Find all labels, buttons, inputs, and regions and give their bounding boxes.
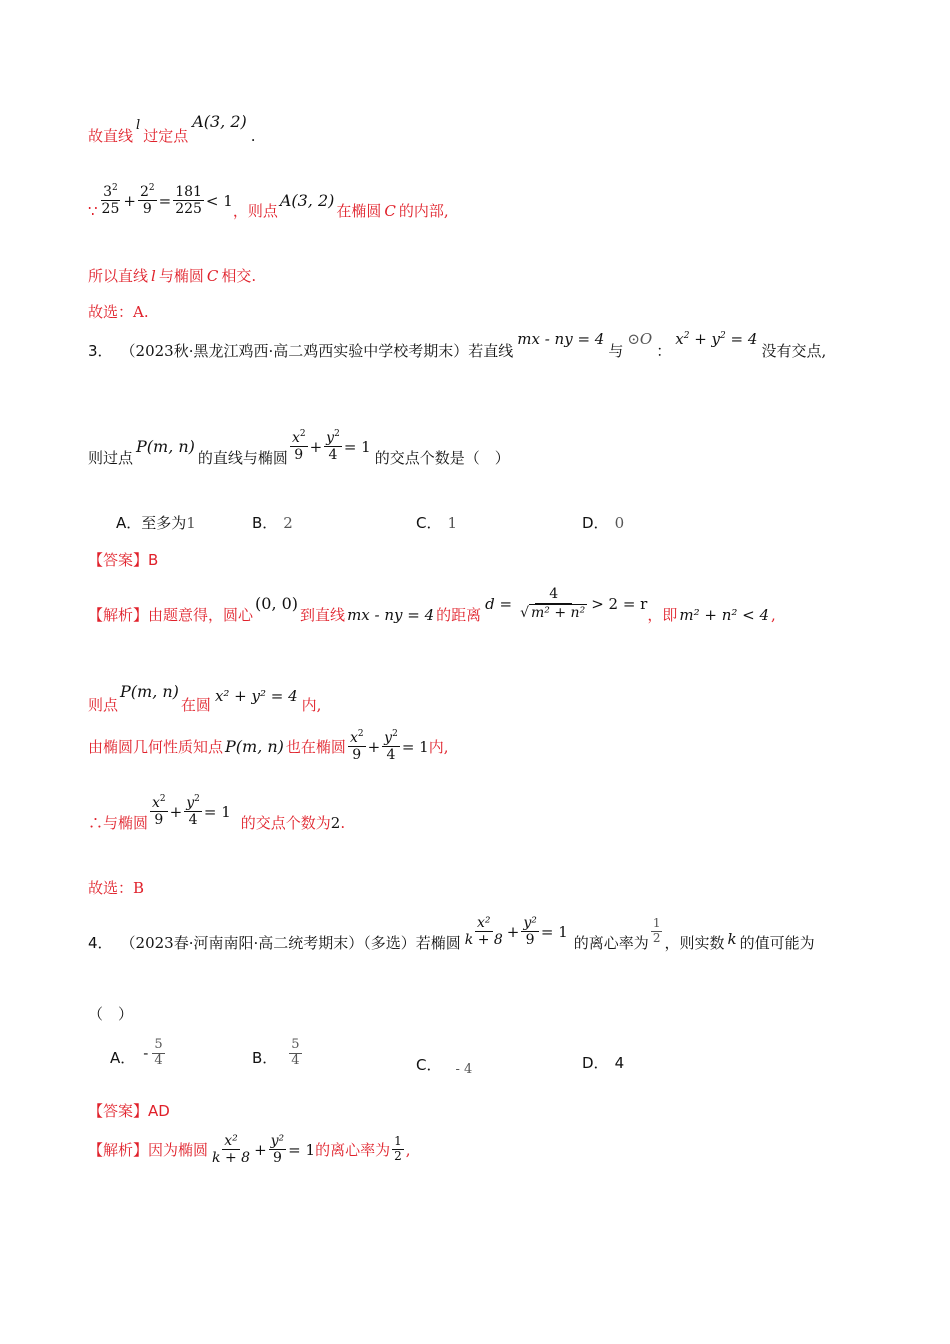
colon: ： — [656, 342, 672, 360]
question-3-line-1 — [88, 329, 827, 361]
option-C[interactable]: C． 1 — [416, 513, 458, 532]
fraction-3sq-25: $\frac{3^2}{25}$ — [101, 182, 120, 217]
period: . — [340, 813, 346, 832]
equals-1: = 1 — [540, 922, 568, 941]
circle-equation: x² + y² = 4 — [214, 686, 298, 705]
plus: + — [367, 737, 381, 756]
because-symbol: ∵ — [88, 201, 98, 220]
period: . — [250, 126, 256, 145]
text: 与椭圆 — [158, 267, 204, 285]
text: 则点 — [88, 696, 119, 714]
text: 所以直线 — [88, 267, 149, 285]
text: 的交点个数是（ ） — [374, 449, 510, 467]
fraction-2sq-9: $\frac{2^2}{9}$ — [139, 182, 155, 217]
fraction-y2-9: $\frac{\text{y²}}{9}$ — [270, 1133, 285, 1167]
solution-line-2 — [88, 180, 449, 221]
fraction-1-2: $\frac{1}{2}$ — [652, 916, 661, 945]
text: 的离心率为 — [573, 934, 649, 952]
text: 的交点个数为 — [240, 814, 331, 832]
text: 故选：A. — [88, 303, 149, 321]
fraction-1-2: $\frac{1}{2}$ — [394, 1134, 402, 1164]
equals-1: = 1 — [288, 1140, 316, 1159]
text: ∴与椭圆 — [88, 814, 149, 832]
point-A: A(3, 2) — [192, 112, 247, 131]
distance-fraction: 4 √ m² + n² — [520, 586, 586, 621]
plus: + — [309, 437, 323, 456]
text: 的离心率为 — [315, 1141, 391, 1160]
choice-line — [88, 301, 149, 322]
text: ，则点 — [232, 202, 278, 220]
text: 相交. — [221, 267, 257, 285]
answer-3: 【答案】B — [88, 551, 159, 569]
text: 则过点 — [88, 449, 134, 467]
question-source: （2023春·河南南阳·高二统考期末）（多选）若椭圆 — [120, 934, 461, 952]
var-l: l — [136, 118, 141, 133]
answer-4: 【答案】AD — [88, 1102, 170, 1120]
var-C: C — [206, 266, 219, 285]
point-P: P(m, n) — [120, 682, 179, 701]
line-equation: mx - ny = 4 — [517, 329, 605, 348]
fraction-181-225: $\frac{181}{225}$ — [175, 183, 202, 217]
fraction-y2-4: $\frac{y^2}{4}$ — [326, 428, 340, 463]
text: ，则实数 — [664, 934, 725, 952]
text: 的内部, — [398, 202, 449, 220]
fraction-x2-9: $\frac{x^2}{9}$ — [152, 793, 166, 828]
count: 2 — [330, 813, 341, 832]
var-k: k — [727, 929, 737, 948]
question-number: 3． — [88, 342, 113, 360]
analysis-tag: 【解析】 — [88, 1141, 149, 1160]
option-A[interactable]: A． 至多为 1 — [116, 513, 196, 532]
line-equation: mx - ny = 4 — [347, 605, 435, 624]
fraction-y2-9: $\frac{\text{y²}}{9}$ — [523, 914, 537, 948]
fraction-x2-9: $\frac{x^2}{9}$ — [291, 428, 306, 463]
option-D[interactable]: D． 0 — [582, 513, 625, 532]
comma: , — [771, 605, 776, 624]
text: 也在椭圆 — [285, 738, 346, 757]
text: 故直线 — [88, 127, 134, 145]
text: 因为椭圆 — [148, 1141, 209, 1160]
option-A[interactable]: A． - $\frac{5}{4}$ — [110, 1037, 163, 1068]
greater-than: > 2 = r — [591, 594, 648, 613]
fraction-y2-4: $\frac{y^2}{4}$ — [384, 729, 398, 764]
inequality: m² + n² < 4 — [679, 605, 770, 624]
point-P: P(m, n) — [225, 737, 284, 757]
point-P: P(m, n) — [136, 437, 195, 456]
plus: + — [169, 802, 183, 821]
text: 在椭圆 — [336, 202, 382, 220]
text: 没有交点, — [761, 342, 827, 360]
plus: + — [123, 191, 136, 210]
text: 内, — [301, 696, 322, 714]
circle-O: ⊙O — [627, 329, 653, 348]
text: 过定点 — [143, 127, 189, 145]
solution-line-3 — [88, 265, 256, 286]
question-source: （2023秋·黑龙江鸡西·高二鸡西实验中学校考期末）若直线 — [120, 342, 514, 360]
analysis-3-line-4 — [88, 790, 345, 833]
option-C[interactable]: C． - 4 — [416, 1056, 473, 1077]
var-C: C — [384, 201, 396, 220]
text: 内, — [428, 738, 449, 757]
plus: + — [506, 922, 520, 941]
fraction-y2-4: $\frac{y^2}{4}$ — [186, 793, 200, 828]
option-B[interactable]: B． 2 — [252, 513, 293, 532]
analysis-3-line-1 — [88, 582, 776, 625]
var-l: l — [151, 266, 156, 285]
question-3-line-2 — [88, 425, 510, 468]
option-D[interactable]: D． 4 — [582, 1053, 625, 1072]
fraction-x2-k8: $\frac{\text{x²}}{k + 8}$ — [212, 1133, 251, 1167]
equals-1: = 1 — [343, 437, 371, 456]
fraction-x2-k8: $\frac{\text{x²}}{k + 8}$ — [464, 914, 503, 948]
choice-line-3: 故选：B — [88, 879, 145, 897]
text: 由椭圆几何性质知点 — [88, 738, 224, 757]
text: 在圆 — [180, 696, 211, 714]
text: 与 — [608, 342, 624, 360]
comma: , — [405, 1140, 411, 1159]
fraction-x2-9: $\frac{x^2}{9}$ — [349, 729, 364, 764]
solution-line-1 — [88, 112, 256, 146]
question-4-line-1 — [88, 910, 815, 953]
option-B[interactable]: B． $\frac{5}{4}$ — [252, 1037, 300, 1068]
distance-d: d = — [485, 594, 513, 613]
question-number: 4． — [88, 934, 113, 952]
text: 到直线 — [300, 606, 346, 624]
analysis-3-line-2 — [88, 668, 321, 715]
point-A: A(3, 2) — [279, 191, 335, 210]
question-4-paren: （ ） — [88, 1005, 134, 1023]
analysis-4-line-1 — [88, 1133, 411, 1166]
center-point: (0, 0) — [255, 594, 299, 613]
equals-1: = 1 — [401, 737, 429, 756]
equals-1: = 1 — [203, 802, 231, 821]
text: 由题意得，圆心 — [148, 606, 254, 624]
text: 的值可能为 — [739, 934, 815, 952]
text: ，即 — [647, 606, 678, 624]
circle-equation: $x^2 + y^2 = 4$ — [675, 329, 758, 348]
less-than-1: < 1 — [205, 191, 233, 210]
analysis-tag: 【解析】 — [88, 606, 149, 624]
text: 的距离 — [436, 606, 482, 624]
equals: = — [158, 191, 172, 210]
text: 的直线与椭圆 — [197, 449, 288, 467]
analysis-3-line-3 — [88, 730, 448, 763]
plus: + — [254, 1140, 267, 1159]
